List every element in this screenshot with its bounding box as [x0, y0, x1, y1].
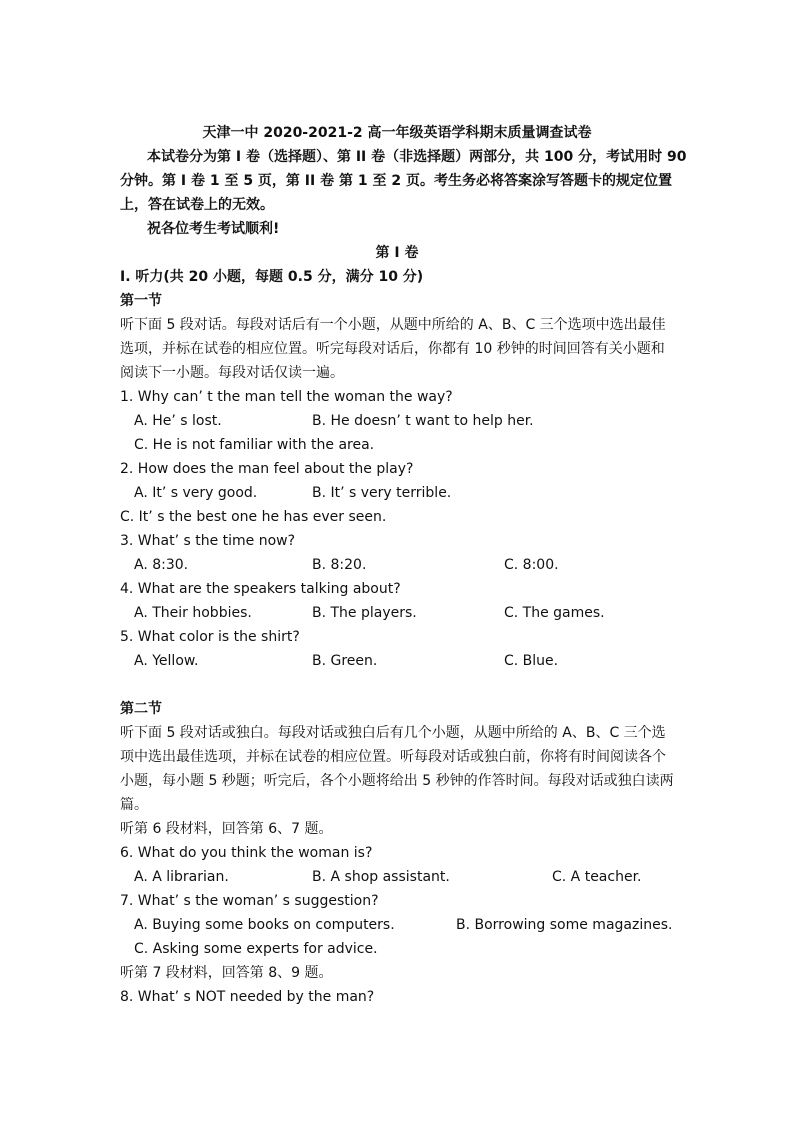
material-note: 听第 7 段材料，回答第 8、9 题。: [120, 965, 333, 981]
option-a: A. Their hobbies.: [134, 605, 252, 621]
option-b: B. It’ s very terrible.: [312, 485, 452, 501]
material-note: 听第 6 段材料，回答第 6、7 题。: [120, 821, 333, 837]
part-title: I. 听力(共 20 小题，每题 0.5 分，满分 10 分): [120, 269, 424, 285]
option-c: C. A teacher.: [552, 869, 642, 885]
option-a: A. Buying some books on computers.: [134, 917, 395, 933]
option-a: A. 8:30.: [134, 557, 189, 573]
instruction-line: 篇。: [120, 797, 148, 813]
section-heading: 第二节: [120, 701, 162, 717]
option-b: B. Borrowing some magazines.: [456, 917, 673, 933]
intro-line: 上，答在试卷上的无效。: [120, 197, 274, 213]
instruction-line: 阅读下一小题。每段对话仅读一遍。: [120, 365, 344, 381]
question-6: 6. What do you think the woman is?: [120, 845, 373, 861]
option-c: C. It’ s the best one he has ever seen.: [120, 509, 387, 525]
section-heading: 第一节: [120, 293, 162, 309]
instruction-line: 小题，每小题 5 秒题；听完后，各个小题将给出 5 秒钟的作答时间。每段对话或独白读两: [120, 773, 674, 789]
question-3: 3. What’ s the time now?: [120, 533, 296, 549]
question-8: 8. What’ s NOT needed by the man?: [120, 989, 375, 1005]
intro-line: 本试卷分为第 I 卷（选择题）、第 II 卷（非选择题）两部分，共 100 分，考试用时 90: [147, 149, 687, 165]
option-c: C. Asking some experts for advice.: [134, 941, 378, 957]
exam-title: 天津一中 2020-2021-2 高一年级英语学科期末质量调查试卷: [202, 125, 592, 141]
intro-line: 分钟。第 I 卷 1 至 5 页，第 II 卷 第 1 至 2 页。考生务必将答案涂写答题卡的规定位置: [120, 173, 672, 189]
question-7: 7. What’ s the woman’ s suggestion?: [120, 893, 379, 909]
instruction-line: 听下面 5 段对话或独白。每段对话或独白后有几个小题，从题中所给的 A、B、C 三个选: [120, 725, 666, 741]
option-b: B. 8:20.: [312, 557, 367, 573]
option-a: A. He’ s lost.: [134, 413, 222, 429]
question-5: 5. What color is the shirt?: [120, 629, 300, 645]
option-c: C. The games.: [504, 605, 605, 621]
option-c: C. He is not familiar with the area.: [134, 437, 375, 453]
question-2: 2. How does the man feel about the play?: [120, 461, 414, 477]
instruction-line: 听下面 5 段对话。每段对话后有一个小题，从题中所给的 A、B、C 三个选项中选出最佳: [120, 317, 666, 333]
option-c: C. 8:00.: [504, 557, 559, 573]
instruction-line: 选项，并标在试卷的相应位置。听完每段对话后，你都有 10 秒钟的时间回答有关小题和: [120, 341, 665, 357]
option-a: A. Yellow.: [134, 653, 199, 669]
option-a: A. A librarian.: [134, 869, 229, 885]
question-4: 4. What are the speakers talking about?: [120, 581, 401, 597]
question-1: 1. Why can’ t the man tell the woman the way?: [120, 389, 453, 405]
option-b: B. Green.: [312, 653, 378, 669]
option-b: B. He doesn’ t want to help her.: [312, 413, 534, 429]
option-b: B. A shop assistant.: [312, 869, 450, 885]
option-c: C. Blue.: [504, 653, 559, 669]
option-a: A. It’ s very good.: [134, 485, 258, 501]
instruction-line: 项中选出最佳选项，并标在试卷的相应位置。听每段对话或独白前，你将有时间阅读各个: [120, 749, 666, 765]
good-luck-line: 祝各位考生考试顺利!: [147, 221, 280, 237]
option-b: B. The players.: [312, 605, 417, 621]
volume-title: 第 I 卷: [375, 245, 419, 261]
